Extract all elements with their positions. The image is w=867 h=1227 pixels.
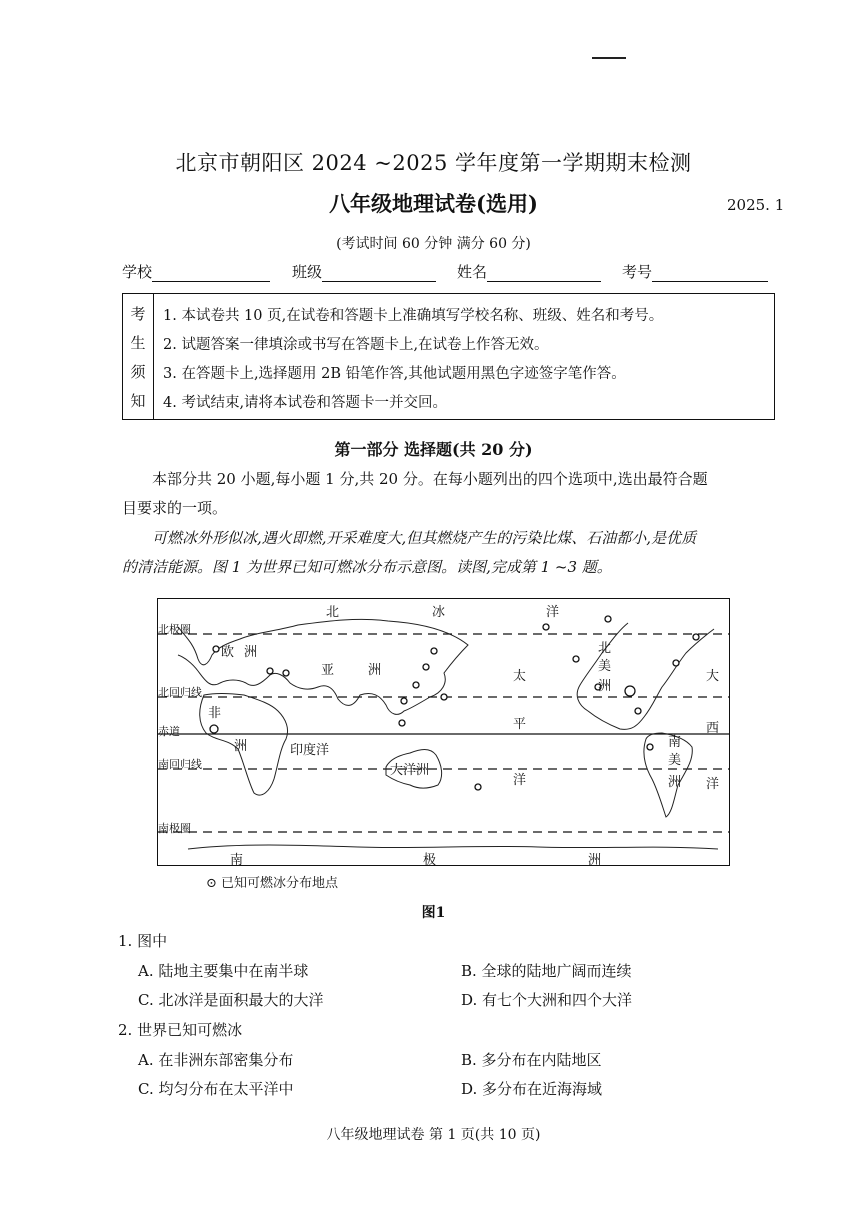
answer-option-a[interactable]: A. 陆地主要集中在南半球 [138,962,309,980]
gas-hydrate-site-marker [475,784,481,790]
answer-option-c[interactable]: C. 均匀分布在太平洋中 [138,1080,294,1098]
exam-info: (考试时间 60 分钟 满分 60 分) [336,236,531,252]
class-blank[interactable] [322,265,436,282]
map-label-indian-ocean: 印度洋 [290,743,330,758]
map-legend [206,872,338,891]
name-field[interactable] [457,261,601,282]
context-line: 可燃冰外形似冰,遇火即燃,开采难度大,但其燃烧产生的污染比煤、石油都小,是优质 [152,529,697,547]
context-line: 的清洁能源。图 1 为世界已知可燃冰分布示意图。读图,完成第 1 ~3 题。 [122,558,612,576]
map-label-pacific-ocean: 平 [513,717,527,732]
map-label-north-america: 北 [598,641,612,656]
exam-number-blank[interactable] [652,265,768,282]
answer-option-a[interactable]: A. 在非洲东部密集分布 [138,1051,294,1069]
legend-label: 已知可燃冰分布地点 [221,876,339,891]
map-label-europe: 洲 [244,645,258,660]
map-label-oceania: 大洋洲 [390,763,430,778]
map-label-arctic-ocean: 洋 [546,605,560,620]
notice-item: 4. 考试结束,请将本试卷和答题卡一并交回。 [163,395,448,411]
exam-subtitle: 八年级地理试卷(选用) [329,191,538,216]
map-label-atlantic-ocean: 洋 [706,777,720,792]
notice-heading-char: 知 [130,392,146,410]
map-label-asia: 亚 [321,663,335,678]
map-label-antarctic-circle: 南极圈 [158,822,191,835]
gas-hydrate-site-marker [635,708,641,714]
answer-option-b[interactable]: B. 全球的陆地广阔而连续 [461,962,632,980]
class-field[interactable] [292,261,436,282]
notice-item: 3. 在答题卡上,选择题用 2B 铅笔作答,其他试题用黑色字迹签字笔作答。 [163,366,626,382]
answer-option-b[interactable]: B. 多分布在内陆地区 [461,1051,602,1069]
gas-hydrate-site-marker [693,634,699,640]
gas-hydrate-site-marker [401,698,407,704]
map-label-south-america: 洲 [668,775,682,790]
candidate-notice-box [122,293,775,420]
map-label-pacific-ocean: 太 [513,669,527,684]
map-label-tropic-of-capricorn: 南回归线 [158,758,202,771]
map-label-arctic-circle: 北极圈 [158,623,191,636]
map-label-europe: 欧 [221,645,235,660]
notice-item: 1. 本试卷共 10 页,在试卷和答题卡上准确填写学校名称、班级、姓名和考号。 [163,308,664,324]
instruction-line: 本部分共 20 小题,每小题 1 分,共 20 分。在每小题列出的四个选项中,选出最符合题 [152,470,708,488]
gas-hydrate-site-marker [625,686,635,696]
gas-hydrate-site-marker [543,624,549,630]
map-label-arctic-ocean: 北 [326,605,340,620]
question-context [122,524,777,582]
answer-option-d[interactable]: D. 多分布在近海海域 [461,1080,603,1098]
page-footer: 八年级地理试卷 第 1 页(共 10 页) [326,1127,541,1143]
map-label-south-america: 美 [668,753,682,768]
exam-number-field[interactable] [622,261,768,282]
notice-heading-char: 须 [130,363,146,381]
exam-date: 2025. 1 [727,196,785,214]
instruction-line: 目要求的一项。 [122,499,228,517]
map-label-antarctica: 洲 [588,853,602,866]
notice-item: 2. 试题答案一律填涂或书写在答题卡上,在试卷上作答无效。 [163,337,549,353]
gas-hydrate-site-marker [573,656,579,662]
gas-hydrate-site-marker [673,660,679,666]
map-label-south-america: 南 [668,735,682,750]
map-label-asia: 洲 [368,663,382,678]
map-label-africa: 非 [208,706,222,721]
part-one-instructions [122,465,777,523]
map-label-equator: 赤道 [158,725,180,738]
name-blank[interactable] [487,265,601,282]
figure-caption: 图1 [421,905,446,921]
map-label-tropic-of-cancer: 北回归线 [158,686,202,699]
answer-option-c[interactable]: C. 北冰洋是面积最大的大洋 [138,991,324,1009]
world-map-figure [157,598,730,866]
school-blank[interactable] [152,265,270,282]
gas-hydrate-site-marker [399,720,405,726]
scan-mark [592,57,626,59]
notice-heading-char: 生 [130,334,146,352]
map-label-north-america: 洲 [598,679,612,694]
exam-title: 北京市朝阳区 2024 ~2025 学年度第一学期期末检测 [175,151,692,175]
notice-heading [123,294,154,419]
antarctica-outline [188,845,718,849]
school-field[interactable] [122,261,270,282]
question-stem: 2. 世界已知可燃冰 [118,1021,243,1039]
name-label: 姓名 [457,263,488,281]
map-label-atlantic-ocean: 西 [706,721,720,736]
gas-hydrate-site-marker [213,646,219,652]
answer-option-d[interactable]: D. 有七个大洲和四个大洋 [461,991,633,1009]
gas-hydrate-site-marker [441,694,447,700]
map-label-africa: 洲 [234,739,248,754]
question-stem: 1. 图中 [118,932,168,950]
gas-hydrate-site-marker [283,670,289,676]
world-map-svg [158,599,730,866]
gas-hydrate-site-marker [647,744,653,750]
map-label-atlantic-ocean: 大 [706,669,720,684]
class-label: 班级 [292,263,323,281]
map-label-arctic-ocean: 冰 [432,605,446,620]
notice-heading-char: 考 [130,305,146,323]
legend-marker-icon: ⊙ [206,876,217,891]
map-label-north-america: 美 [598,659,612,674]
exam-number-label: 考号 [622,263,653,281]
gas-hydrate-site-marker [605,616,611,622]
gas-hydrate-site-marker [423,664,429,670]
map-label-antarctica: 南 [230,853,244,866]
map-label-pacific-ocean: 洋 [513,773,527,788]
gas-hydrate-site-marker [431,648,437,654]
gas-hydrate-site-marker [413,682,419,688]
part-one-title: 第一部分 选择题(共 20 分) [334,440,533,459]
school-label: 学校 [122,263,153,281]
gas-hydrate-site-marker [267,668,273,674]
map-label-antarctica: 极 [423,853,437,866]
gas-hydrate-site-marker [210,725,218,733]
